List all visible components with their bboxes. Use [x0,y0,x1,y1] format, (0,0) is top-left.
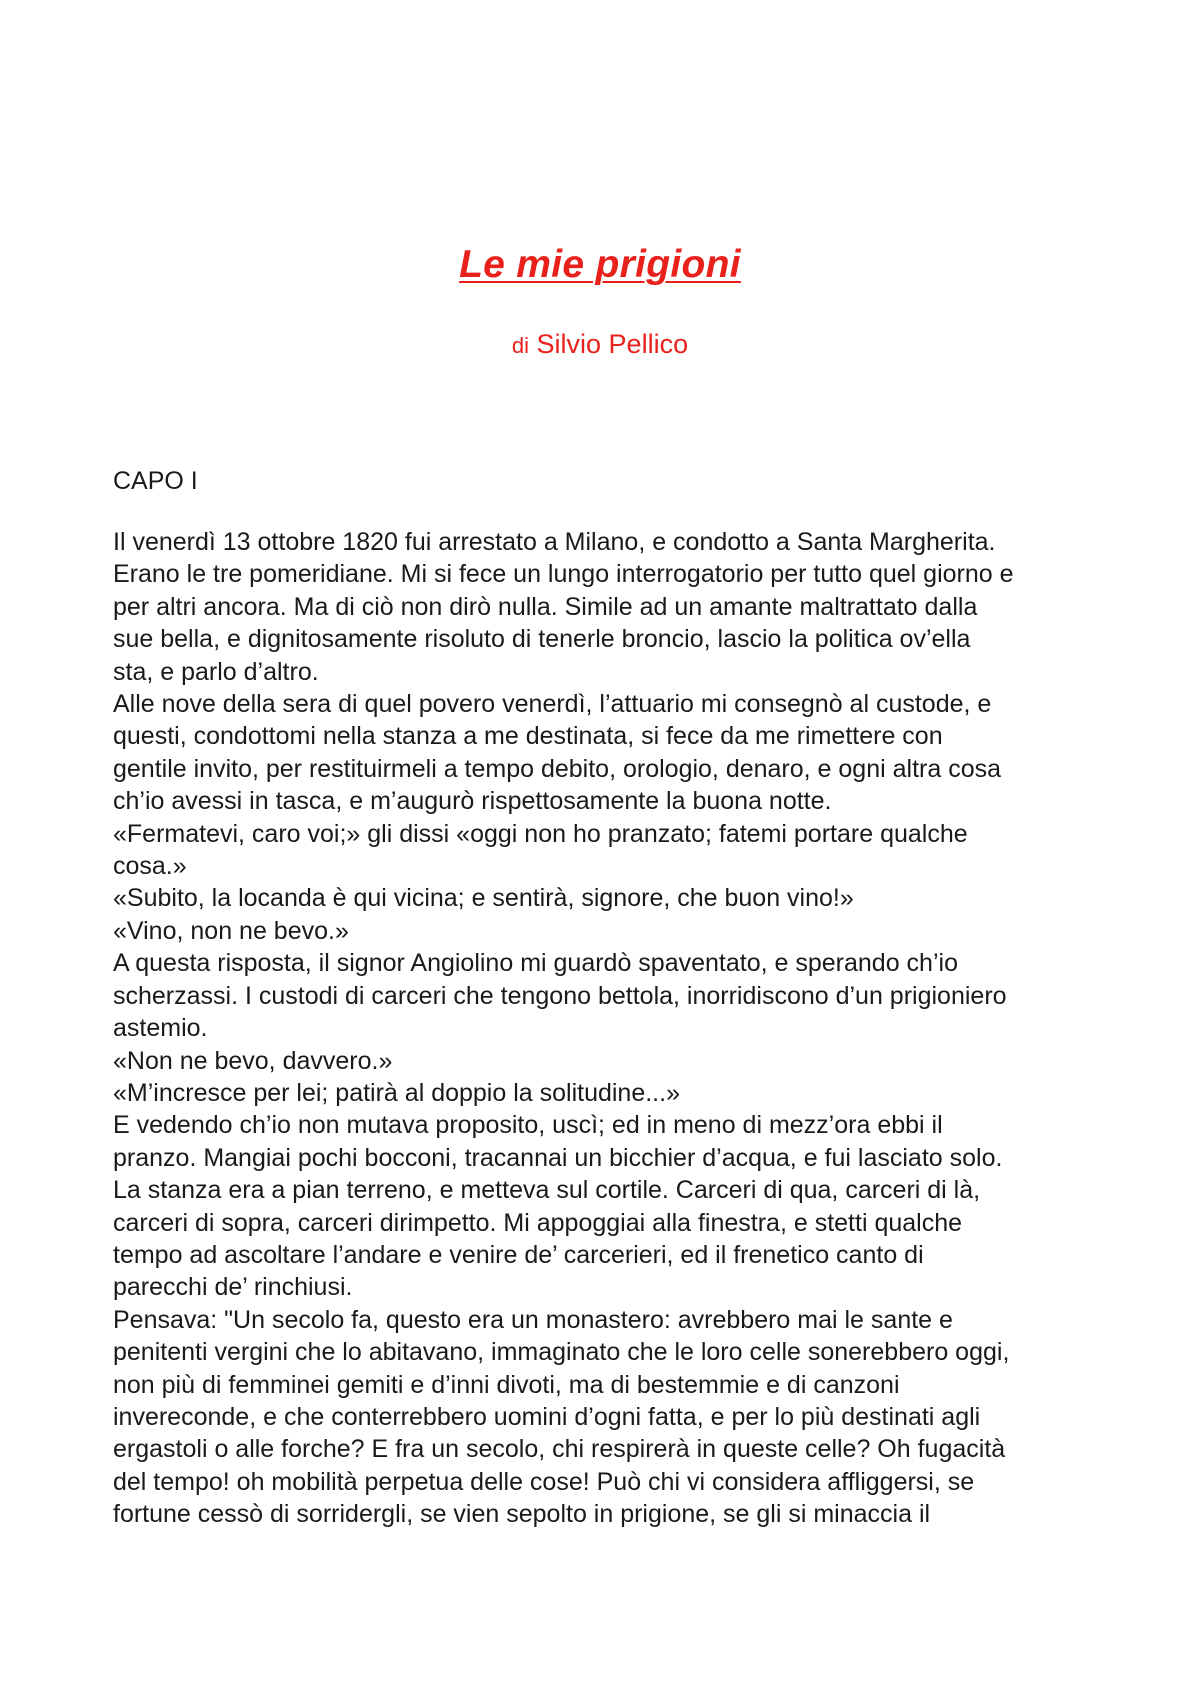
text-line: pranzo. Mangiai pochi bocconi, tracannai un bicchier d’acqua, e fui lasciato solo. [113,1143,1003,1172]
text-line: scherzassi. I custodi di carceri che tengono bettola, inorridiscono d’un prigioniero [113,981,1007,1010]
text-line: penitenti vergini che lo abitavano, immaginato che le loro celle sonerebbero oggi, [113,1338,1010,1367]
text-line: parecchi de’ rinchiusi. [113,1273,353,1302]
text-line: invereconde, e che conterrebbero uomini d’ogni fatta, e per lo più destinati agli [113,1402,981,1431]
text-line: astemio. [113,1014,208,1043]
text-line: carceri di sopra, carceri dirimpetto. Mi appoggiai alla finestra, e stetti qualche [113,1208,963,1237]
body-text [113,526,1113,1531]
text-line: per altri ancora. Ma di ciò non dirò nulla. Simile ad un amante maltrattato dalla [113,592,978,621]
text-line: del tempo! oh mobilità perpetua delle cose! Può chi vi considera affliggersi, se [113,1467,975,1496]
text-line: cosa.» [113,852,187,881]
subtitle-prefix: di [511,333,530,358]
text-line: E vedendo ch’io non mutava proposito, uscì; ed in meno di mezz’ora ebbi il [113,1111,943,1140]
text-line: Alle nove della sera di quel povero venerdì, l’attuario mi consegnò al custode, e [113,690,992,719]
text-line: «Subito, la locanda è qui vicina; e sentirà, signore, che buon vino!» [113,884,854,913]
text-line: gentile invito, per restituirmeli a tempo debito, orologio, denaro, e ogni altra cosa [113,754,1002,783]
text-line: «Fermatevi, caro voi;» gli dissi «oggi non ho pranzato; fatemi portare qualche [113,819,968,848]
text-line: La stanza era a pian terreno, e metteva sul cortile. Carceri di qua, carceri di là, [113,1176,981,1205]
text-line: tempo ad ascoltare l’andare e venire de’ carcerieri, ed il frenetico canto di [113,1240,924,1269]
text-line: ergastoli o alle forche? E fra un secolo, chi respirerà in queste celle? Oh fugacità [113,1435,1006,1464]
text-line: «Vino, non ne bevo.» [113,916,349,945]
text-line: questi, condottomi nella stanza a me destinata, si fece da me rimettere con [113,722,943,751]
chapter-heading: CAPO I [113,467,198,495]
document-subtitle [0,329,1200,360]
document-title: Le mie prigioni [459,243,741,286]
text-line: A questa risposta, il signor Angiolino mi guardò spaventato, e sperando ch’io [113,949,958,978]
text-line: sta, e parlo d’altro. [113,657,319,686]
text-line: Erano le tre pomeridiane. Mi si fece un lungo interrogatorio per tutto quel giorno e [113,560,1014,589]
text-line: ch’io avessi in tasca, e m’augurò rispettosamente la buona notte. [113,787,832,816]
text-line: sue bella, e dignitosamente risoluto di tenerle broncio, lascio la politica ov’ella [113,625,971,654]
text-line: fortune cessò di sorridergli, se vien sepolto in prigione, se gli si minaccia il [113,1500,931,1529]
author-name: Silvio Pellico [536,329,689,359]
text-line: «M’incresce per lei; patirà al doppio la solitudine...» [113,1078,680,1107]
text-line: non più di femminei gemiti e d’inni divoti, ma di bestemmie e di canzoni [113,1370,900,1399]
text-line: «Non ne bevo, davvero.» [113,1046,393,1075]
text-line: Il venerdì 13 ottobre 1820 fui arrestato a Milano, e condotto a Santa Margherita. [113,528,996,556]
text-line: Pensava: "Un secolo fa, questo era un monastero: avrebbero mai le sante e [113,1305,953,1334]
